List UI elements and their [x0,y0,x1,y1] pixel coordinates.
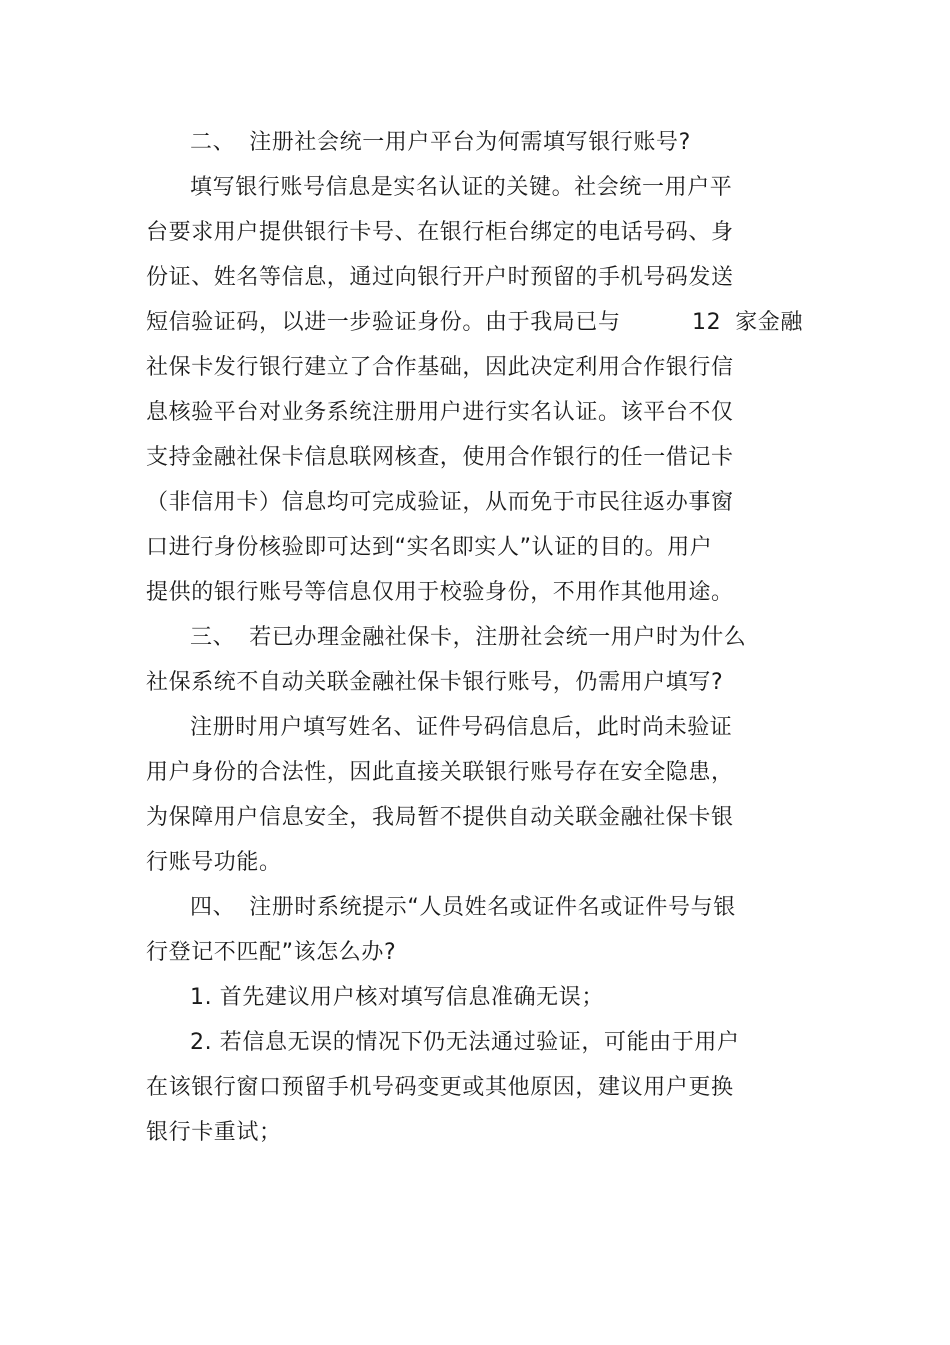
q2-answer-line-10: 提供的银行账号等信息仅用于校验身份，不用作其他用途。 [146,580,734,605]
q3-answer-line-4: 行账号功能。 [146,850,282,875]
q4-step-2-line-3: 银行卡重试； [146,1120,282,1145]
q2-answer-line-8: （非信用卡）信息均可完成验证，从而免于市民往返办事窗 [146,490,734,515]
q3-answer-line-1: 注册时用户填写姓名、证件号码信息后，此时尚未验证 [190,715,733,740]
q2-answer-line-3: 份证、姓名等信息，通过向银行开户时预留的手机号码发送 [146,265,734,290]
q2-answer-line-7: 支持金融社保卡信息联网核查，使用合作银行的任一借记卡 [146,445,734,470]
q4-title-number: 四、 [190,895,236,920]
q3-title-line-1 [190,623,746,653]
q2-answer-line-1: 填写银行账号信息是实名认证的关键。社会统一用户平 [190,175,733,200]
q2-bank-count [692,308,803,338]
q2-title-number: 二、 [190,130,236,155]
q3-answer-line-3: 为保障用户信息安全，我局暂不提供自动关联金融社保卡银 [146,805,734,830]
q2-title-text: 注册社会统一用户平台为何需填写银行账号? [249,130,691,155]
q2-bank-count-suffix: 家金融 [735,310,804,335]
q3-title-line-2: 社保系统不自动关联金融社保卡银行账号，仍需用户填写? [146,670,724,695]
q4-title-line-2: 行登记不匹配”该怎么办? [146,940,397,965]
q3-answer-line-2: 用户身份的合法性，因此直接关联银行账号存在安全隐患， [146,760,734,785]
q3-title-text-1: 若已办理金融社保卡，注册社会统一用户时为什么 [249,625,747,650]
q2-title [190,128,691,158]
q4-step-2-line-1: 2. 若信息无误的情况下仍无法通过验证，可能由于用户 [190,1030,740,1055]
q4-step-2-line-2: 在该银行窗口预留手机号码变更或其他原因，建议用户更换 [146,1075,734,1100]
q4-title-line-1 [190,893,736,923]
q2-bank-count-number: 12 [692,310,722,335]
q2-answer-line-9: 口进行身份核验即可达到“实名即实人”认证的目的。用户 [146,535,713,560]
q4-title-text-1: 注册时系统提示“人员姓名或证件名或证件号与银 [249,895,736,920]
q2-answer-line-4: 短信验证码，以进一步验证身份。由于我局已与 [146,310,621,335]
q4-step-1: 1. 首先建议用户核对填写信息准确无误； [190,985,604,1010]
q2-answer-line-2: 台要求用户提供银行卡号、在银行柜台绑定的电话号码、身 [146,220,734,245]
q2-answer-line-5: 社保卡发行银行建立了合作基础，因此决定利用合作银行信 [146,355,734,380]
q3-title-number: 三、 [190,625,236,650]
q2-answer-line-6: 息核验平台对业务系统注册用户进行实名认证。该平台不仅 [146,400,734,425]
